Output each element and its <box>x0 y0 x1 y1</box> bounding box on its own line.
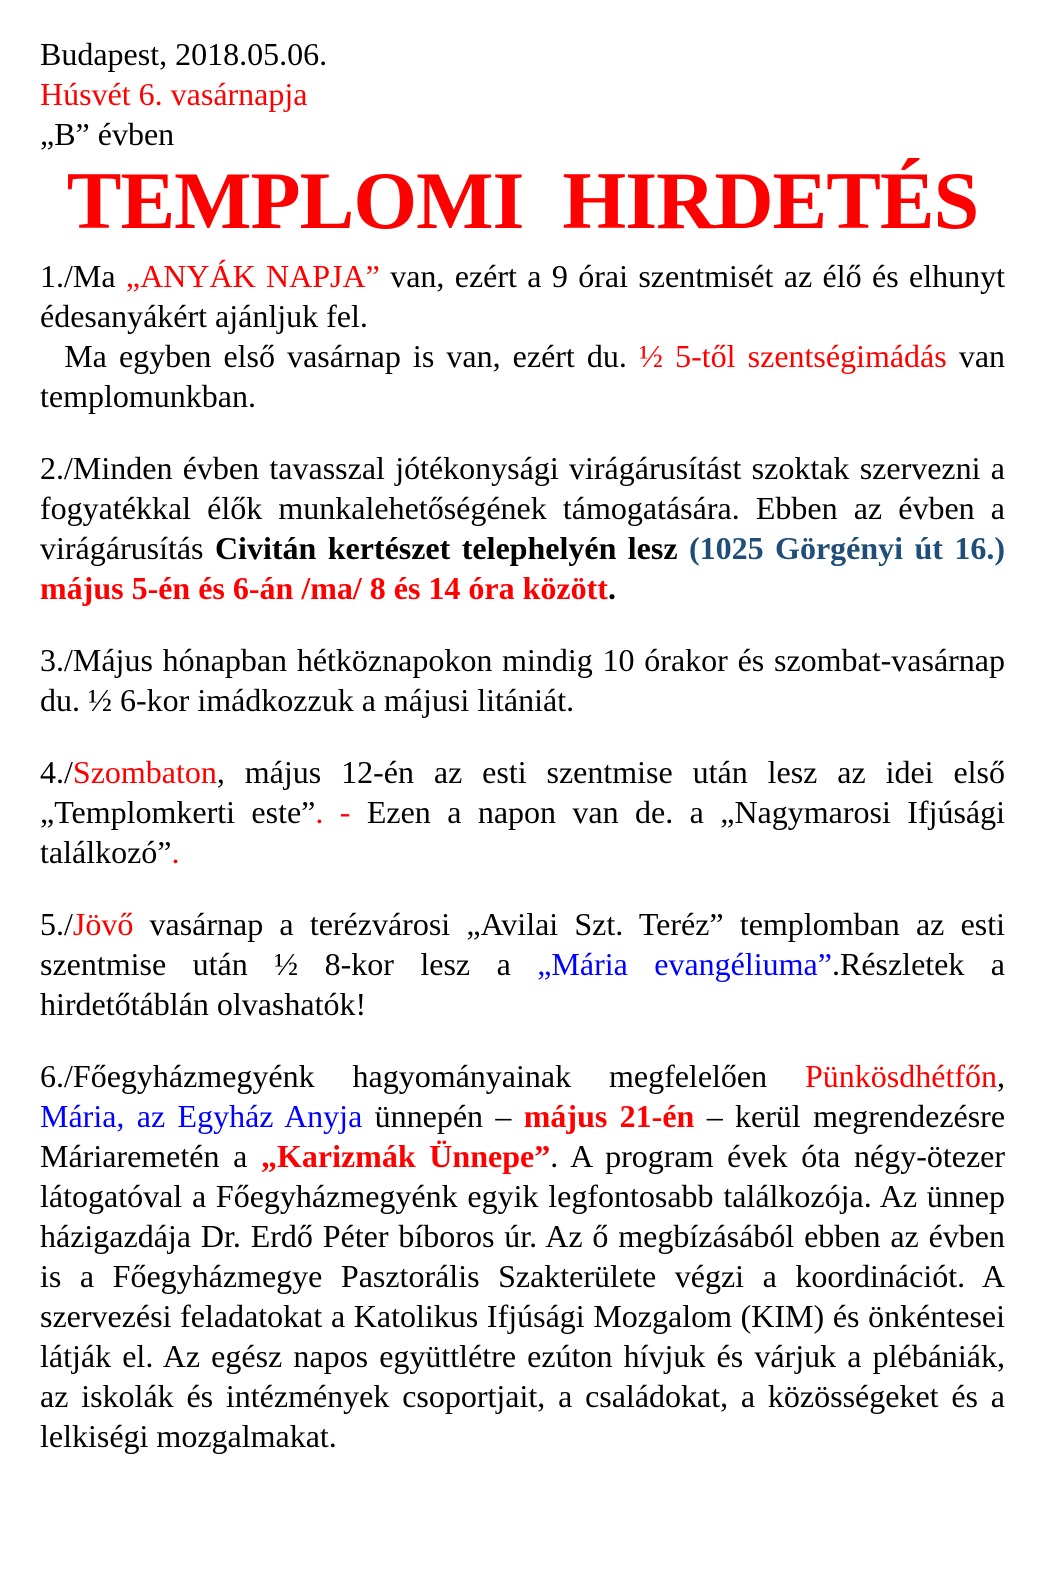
text-run: 1./Ma <box>40 258 126 294</box>
text-run: Mária, az Egyház Anyja <box>40 1098 363 1134</box>
text-run: van, ezért a 9 órai szentmisét az élő és elhunyt édesanyákért ajánljuk fel. <box>40 258 1014 334</box>
paragraph-5 <box>40 904 1014 1024</box>
text-run: „ANYÁK NAPJA” <box>125 258 380 294</box>
text-run: Civitán kertészet telephelyén lesz <box>214 530 689 566</box>
paragraph-1 <box>40 256 1014 416</box>
text-run: Jövő <box>72 906 134 942</box>
text-run: Szombaton <box>72 754 217 790</box>
text-run: Ma egyben első vasárnap is van, ezért du. <box>40 338 640 374</box>
text-run: vasárnap a terézvárosi „Avilai Szt. Teréz” templomban az esti szentmise után ½ 8-kor lesz a <box>40 906 1013 982</box>
text-run: . A program évek óta négy-ötezer látogatóval a Főegyházmegyénk egyik legfontosabb találkozója. Az ünnep házigazdája Dr. Erdő Péter bíboros úr. Az ő megbízásából ebben az évben is a Főegyházmegye Pasztorális Szakterülete végzi a koordinációt. A szervezési feladatokat a Katolikus Ifjúsági Mozgalom (KIM) és önkéntesei látják el. Az egész napos együttlétre ezúton hívjuk és várjuk a plébániák, az iskolák és intézmények csoportjait, a családokat, a közösségeket és a lelkiségi mozgalmakat. <box>40 1138 1014 1454</box>
text-run: május 21-én <box>523 1098 695 1134</box>
page-title: TEMPLOMI HIRDETÉS <box>66 155 979 246</box>
text-run: 2./Minden évben tavasszal jótékonysági virágárusítást szoktak szervezni a fogyatékkal élők munkalehetőségének támogatására. Ebben az évben a virágárusítás <box>40 450 1013 566</box>
text-run: 3./Május hónapban hétköznapokon mindig 10 órakor és szombat-vasárnap du. ½ 6-kor imádkozzuk a májusi litániát. <box>40 642 1013 718</box>
text-run: 4./ <box>40 754 73 790</box>
text-run: Pünkösdhétfőn <box>805 1058 997 1094</box>
text-run: . <box>607 570 616 606</box>
text-run <box>1005 530 1013 566</box>
text-run: 5./ <box>40 906 73 942</box>
announcement-paragraphs <box>40 256 1014 1456</box>
liturgical-day-line: Húsvét 6. vasárnapja <box>40 76 308 112</box>
text-run: – kerül megrendezésre Máriaremetén a <box>40 1098 1014 1174</box>
text-run: - <box>339 794 351 830</box>
text-run: .Részletek a hirdetőtáblán olvashatók! <box>40 946 1014 1022</box>
paragraph-4 <box>40 752 1014 872</box>
text-run: . <box>171 834 180 870</box>
year-cycle-line: „B” évben <box>40 116 175 152</box>
text-run: „Karizmák Ünnepe” <box>260 1138 551 1174</box>
paragraph-6 <box>40 1056 1014 1456</box>
text-run: ünnepén – <box>362 1098 524 1134</box>
text-run: van templomunkban. <box>40 338 1014 414</box>
paragraph-2 <box>40 448 1013 608</box>
text-run: (1025 Görgényi út 16.) <box>688 530 1006 566</box>
paragraph-3 <box>40 640 1013 720</box>
text-run <box>323 794 339 830</box>
text-run: 6./Főegyházmegyénk hagyományainak megfelelően <box>40 1058 805 1094</box>
text-run: május 5-én és 6-án /ma/ 8 és 14 óra között <box>40 570 608 606</box>
text-run: . <box>315 794 324 830</box>
text-run: , <box>997 1058 1013 1094</box>
text-run: Ezen a napon van de. a „Nagymarosi Ifjúsági találkozó” <box>40 794 1014 870</box>
text-run: ½ 5-től szentségimádás <box>639 338 947 374</box>
date-line: Budapest, 2018.05.06. <box>40 36 328 72</box>
text-run: , május 12-én az esti szentmise után lesz az idei első „Templomkerti este” <box>40 754 1013 830</box>
text-run: „Mária evangéliuma” <box>537 946 832 982</box>
